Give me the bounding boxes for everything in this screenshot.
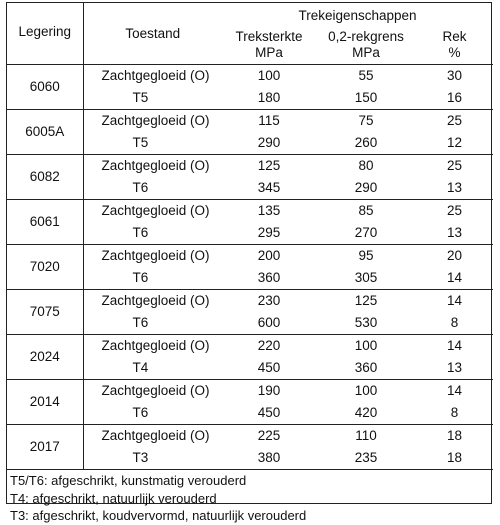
rekgrens-cell: 305 (316, 267, 416, 290)
alloy-cell: 6061 (7, 200, 83, 245)
rekgrens-cell: 95 (358, 248, 374, 263)
rekgrens-cell: 260 (316, 132, 416, 155)
state-cell: Zachtgegloeid (O) (101, 248, 210, 263)
rekgrens-cell: 235 (316, 447, 416, 470)
table-row (7, 335, 493, 358)
treksterkte-cell: 290 (222, 132, 316, 155)
rekgrens-cell: 85 (358, 203, 374, 218)
state-cell: Zachtgegloeid (O) (101, 113, 210, 128)
state-cell: T5 (83, 132, 222, 155)
rekgrens-cell: 150 (316, 87, 416, 110)
rek-cell: 25 (446, 203, 463, 218)
rek-cell: 18 (446, 428, 463, 443)
rekgrens-cell: 100 (354, 383, 378, 398)
footnote: T5/T6: afgeschrikt, kunstmatig verouderd (10, 473, 247, 488)
rek-cell: 12 (416, 132, 493, 155)
rek-cell: 16 (416, 87, 493, 110)
rekgrens-cell: 530 (316, 312, 416, 335)
state-cell: T6 (83, 402, 222, 425)
rekgrens-cell: 100 (354, 338, 378, 353)
treksterkte-cell: 380 (222, 447, 316, 470)
rekgrens-cell: 270 (316, 222, 416, 245)
table-row (7, 200, 493, 223)
header-treksterkte: Treksterkte MPa (222, 29, 316, 65)
rek-cell: 13 (416, 357, 493, 380)
treksterkte-cell: 345 (222, 177, 316, 200)
rek-cell: 20 (446, 248, 463, 263)
treksterkte-cell: 450 (222, 402, 316, 425)
state-cell: T6 (83, 177, 222, 200)
rek-cell: 14 (446, 383, 463, 398)
alloy-cell: 6082 (7, 155, 83, 200)
state-cell: T6 (83, 267, 222, 290)
rekgrens-cell: 420 (316, 402, 416, 425)
table-row (7, 425, 493, 448)
alloy-cell: 7075 (7, 290, 83, 335)
rek-cell: 8 (416, 312, 493, 335)
state-cell: Zachtgegloeid (O) (101, 203, 210, 218)
table-row (7, 380, 493, 403)
table-row (7, 110, 493, 133)
state-cell: Zachtgegloeid (O) (101, 383, 210, 398)
treksterkte-cell: 115 (258, 113, 280, 128)
treksterkte-cell: 200 (257, 248, 281, 263)
treksterkte-cell: 450 (222, 357, 316, 380)
properties-table (7, 3, 493, 470)
state-cell: Zachtgegloeid (O) (101, 158, 210, 173)
rekgrens-cell: 290 (316, 177, 416, 200)
state-cell: T6 (83, 312, 222, 335)
treksterkte-cell: 230 (257, 293, 281, 308)
alloy-cell: 6005A (7, 110, 83, 155)
properties-table-frame (6, 2, 492, 523)
table-row (7, 290, 493, 313)
footnote: T4: afgeschrikt, natuurlijk verouderd (10, 490, 217, 506)
alloy-cell: 2014 (7, 380, 83, 425)
alloy-cell: 6060 (7, 65, 83, 110)
treksterkte-cell: 600 (222, 312, 316, 335)
rek-cell: 14 (446, 293, 463, 308)
rekgrens-cell: 80 (358, 158, 374, 173)
alloy-cell: 2017 (7, 425, 83, 470)
header-rek: Rek % (416, 29, 493, 65)
alloy-cell: 2024 (7, 335, 83, 380)
header-rekgrens: 0,2-rekgrens MPa (316, 29, 416, 65)
state-cell: Zachtgegloeid (O) (101, 293, 210, 308)
rekgrens-cell: 110 (355, 428, 377, 443)
rek-cell: 30 (446, 68, 463, 83)
table-body (7, 65, 493, 470)
rek-cell: 25 (446, 113, 463, 128)
header-toestand: Toestand (83, 3, 222, 65)
rekgrens-cell: 75 (358, 113, 374, 128)
rek-cell: 8 (416, 402, 493, 425)
treksterkte-cell: 100 (257, 68, 281, 83)
table-row (7, 65, 493, 88)
table-row (7, 245, 493, 268)
rekgrens-cell: 360 (316, 357, 416, 380)
footnotes (7, 470, 491, 525)
treksterkte-cell: 180 (222, 87, 316, 110)
state-cell: T3 (83, 447, 222, 470)
rek-cell: 13 (416, 222, 493, 245)
state-cell: Zachtgegloeid (O) (101, 68, 210, 83)
treksterkte-cell: 125 (257, 158, 281, 173)
treksterkte-cell: 360 (222, 267, 316, 290)
state-cell: Zachtgegloeid (O) (101, 428, 210, 443)
header-trekeigenschappen: Trekeigenschappen (298, 8, 417, 23)
rek-cell: 14 (446, 338, 463, 353)
state-cell: T6 (83, 222, 222, 245)
treksterkte-cell: 295 (222, 222, 316, 245)
table-row (7, 155, 493, 178)
rek-cell: 25 (446, 158, 463, 173)
treksterkte-cell: 135 (257, 203, 281, 218)
footnote: T3: afgeschrikt, koudvervormd, natuurlijk verouderd (10, 508, 307, 523)
treksterkte-cell: 225 (257, 428, 281, 443)
rekgrens-cell: 55 (358, 68, 374, 83)
rekgrens-cell: 125 (354, 293, 378, 308)
state-cell: Zachtgegloeid (O) (101, 338, 210, 353)
alloy-cell: 7020 (7, 245, 83, 290)
rek-cell: 18 (416, 447, 493, 470)
state-cell: T5 (83, 87, 222, 110)
rek-cell: 14 (416, 267, 493, 290)
rek-cell: 13 (416, 177, 493, 200)
state-cell: T4 (83, 357, 222, 380)
treksterkte-cell: 220 (257, 338, 281, 353)
header-legering: Legering (7, 3, 83, 65)
treksterkte-cell: 190 (257, 383, 281, 398)
